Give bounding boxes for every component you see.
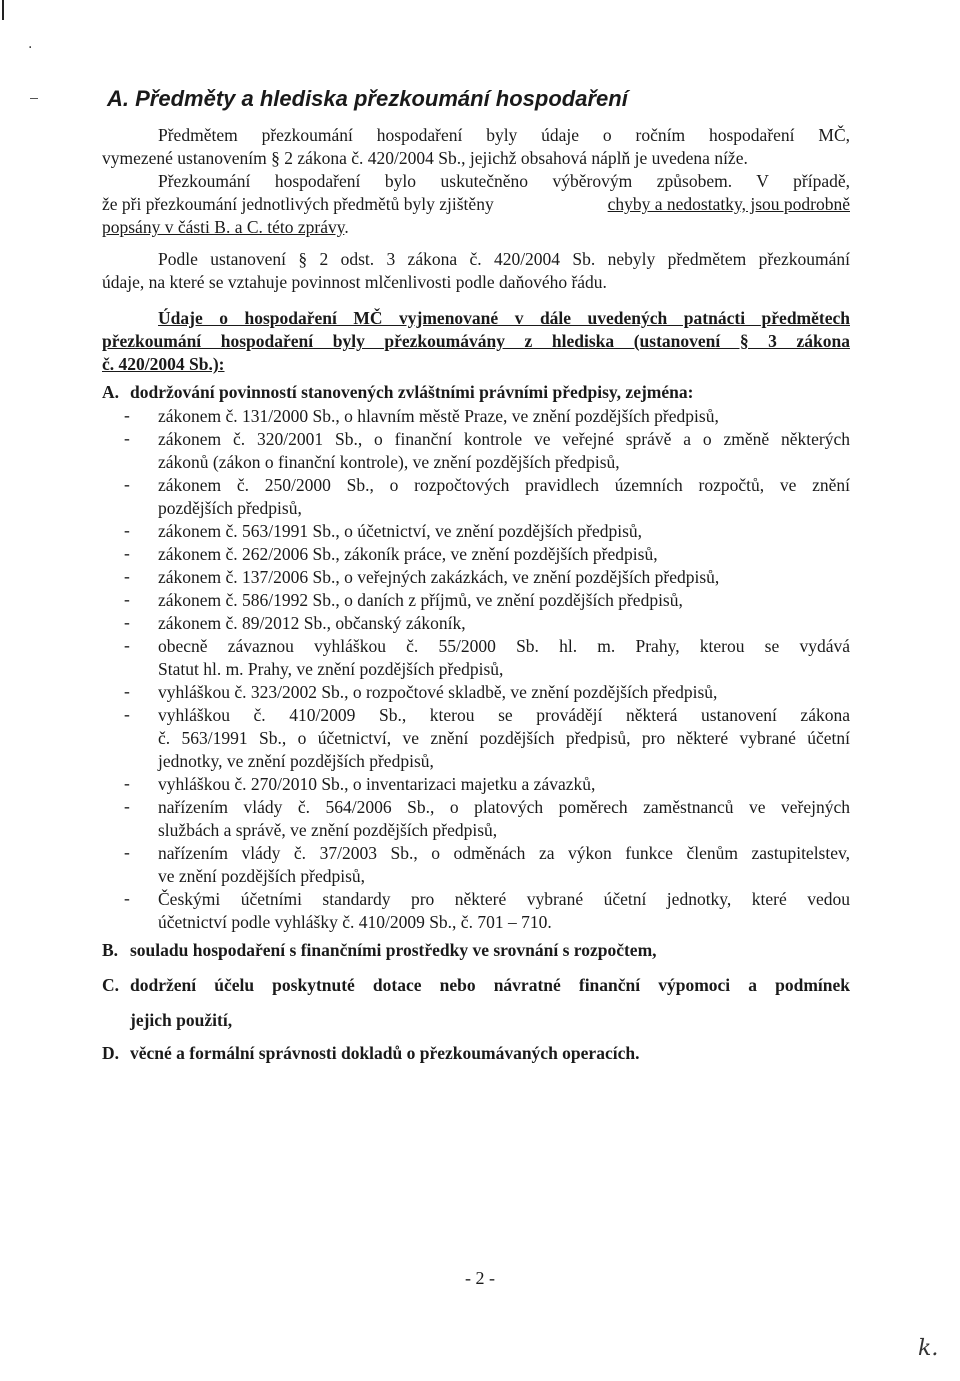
list-item-line: zákonem č. 586/1992 Sb., o daních z příjmů, ve znění pozdějších předpisů, [158, 590, 683, 610]
list-item-line: vyhláškou č. 270/2010 Sb., o inventarizaci majetku a závazků, [158, 774, 596, 794]
intro-p2-line3-end: . [344, 217, 349, 237]
list-item-line: vyhláškou č. 410/2009 Sb., kterou se provádějí některá ustanovení zákona [158, 705, 850, 725]
section-b-letter: B. [102, 940, 119, 960]
list-dash: - [124, 635, 130, 655]
intro-p2-line2-underlined: chyby a nedostatky, jsou podrobně [607, 194, 850, 214]
list-item-line: vyhláškou č. 323/2002 Sb., o rozpočtové skladbě, ve znění pozdějších předpisů, [158, 682, 718, 702]
list-dash: - [124, 543, 130, 563]
section-b-title: souladu hospodaření s finančními prostředky ve srovnání s rozpočtem, [130, 940, 657, 960]
list-item-line: nařízením vlády č. 564/2006 Sb., o platových poměrech zaměstnanců ve veřejných [158, 797, 850, 817]
section-d-letter: D. [102, 1043, 120, 1063]
list-item-line: účetnictví podle vyhlášky č. 410/2009 Sb., č. 701 – 710. [158, 912, 552, 932]
list-item-line: zákonem č. 137/2006 Sb., o veřejných zakázkách, ve znění pozdějších předpisů, [158, 567, 720, 587]
list-item-line: službách a správě, ve znění pozdějších předpisů, [158, 820, 498, 840]
list-dash: - [124, 589, 130, 609]
section-heading: A. Předměty a hlediska přezkoumání hospodaření [107, 86, 628, 111]
list-item-line: jednotky, ve znění pozdějších předpisů, [158, 751, 434, 771]
intro-p2-line2 [102, 193, 850, 216]
list-dash: - [124, 474, 130, 494]
intro-p4-line3: č. 420/2004 Sb.): [102, 354, 225, 374]
list-dash: - [124, 842, 130, 862]
handwritten-initial: k. [918, 1336, 939, 1361]
scan-edge-line [2, 0, 4, 20]
list-item-line: Statut hl. m. Prahy, ve znění pozdějších předpisů, [158, 659, 504, 679]
list-dash: - [124, 612, 130, 632]
list-dash: - [124, 405, 130, 425]
list-item-line: Českými účetními standardy pro některé vybrané účetní jednotky, které vedou [158, 889, 850, 909]
margin-mark-dash [30, 98, 38, 99]
list-dash: - [124, 888, 130, 908]
intro-p4-line2: přezkoumání hospodaření byly přezkoumávány z hlediska (ustanovení § 3 zákona [102, 331, 850, 351]
intro-p1-line2: vymezené ustanovením § 2 zákona č. 420/2004 Sb., jejichž obsahová náplň je uvedena níže. [102, 148, 748, 168]
intro-p3-line1: Podle ustanovení § 2 odst. 3 zákona č. 420/2004 Sb. nebyly předmětem přezkoumání [158, 249, 850, 269]
list-dash: - [124, 428, 130, 448]
list-item-line: zákonem č. 320/2001 Sb., o finanční kontrole ve veřejné správě a o změně některých [158, 429, 850, 449]
list-dash: - [124, 566, 130, 586]
section-c-letter: C. [102, 975, 120, 995]
page-number: - 2 - [465, 1268, 495, 1288]
list-dash: - [124, 520, 130, 540]
list-item-line: zákonem č. 563/1991 Sb., o účetnictví, ve znění pozdějších předpisů, [158, 521, 643, 541]
list-item-line: č. 563/1991 Sb., o účetnictví, ve znění pozdějších předpisů, pro některé vybrané účetní [158, 728, 850, 748]
list-dash: - [124, 796, 130, 816]
list-item-line: zákonem č. 131/2000 Sb., o hlavním městě Praze, ve znění pozdějších předpisů, [158, 406, 719, 426]
intro-p4-line1: Údaje o hospodaření MČ vyjmenované v dále uvedených patnácti předmětech [158, 308, 850, 328]
margin-mark-top: · [28, 40, 33, 56]
section-d-title: věcné a formální správnosti dokladů o přezkoumávaných operacích. [130, 1043, 640, 1063]
intro-p2-line3-underlined: popsány v části B. a C. této zprávy [102, 217, 345, 237]
list-dash: - [124, 704, 130, 724]
list-item-line: obecně závaznou vyhláškou č. 55/2000 Sb. hl. m. Prahy, kterou se vydává [158, 636, 850, 656]
list-item-line: pozdějších předpisů, [158, 498, 302, 518]
list-item-line: ve znění pozdějších předpisů, [158, 866, 366, 886]
section-c-line2: jejich použití, [130, 1010, 233, 1030]
intro-p3-line2: údaje, na které se vztahuje povinnost mlčenlivosti podle daňového řádu. [102, 272, 607, 292]
intro-p2-line3 [102, 216, 850, 239]
intro-p1-line1: Předmětem přezkoumání hospodaření byly údaje o ročním hospodaření MČ, [158, 125, 850, 145]
list-dash: - [124, 681, 130, 701]
list-item-line: zákonem č. 250/2000 Sb., o rozpočtových pravidlech územních rozpočtů, ve znění [158, 475, 850, 495]
section-a-letter: A. [102, 382, 120, 402]
intro-p2-line1: Přezkoumání hospodaření bylo uskutečněno výběrovým způsobem. V případě, [158, 171, 850, 191]
list-item-line: zákonem č. 89/2012 Sb., občanský zákoník, [158, 613, 466, 633]
section-c-line1: dodržení účelu poskytnuté dotace nebo návratné finanční výpomoci a podmínek [130, 975, 850, 995]
list-item-line: zákonem č. 262/2006 Sb., zákoník práce, ve znění pozdějších předpisů, [158, 544, 658, 564]
list-item-line: nařízením vlády č. 37/2003 Sb., o odměnách za výkon funkce členům zastupitelstev, [158, 843, 850, 863]
section-a-title: dodržování povinností stanovených zvláštními právními předpisy, zejména: [130, 382, 694, 402]
list-item-line: zákonů (zákon o finanční kontrole), ve znění pozdějších předpisů, [158, 452, 620, 472]
intro-p2-line2-text: že při přezkoumání jednotlivých předmětů byly zjištěny [102, 194, 494, 214]
list-dash: - [124, 773, 130, 793]
